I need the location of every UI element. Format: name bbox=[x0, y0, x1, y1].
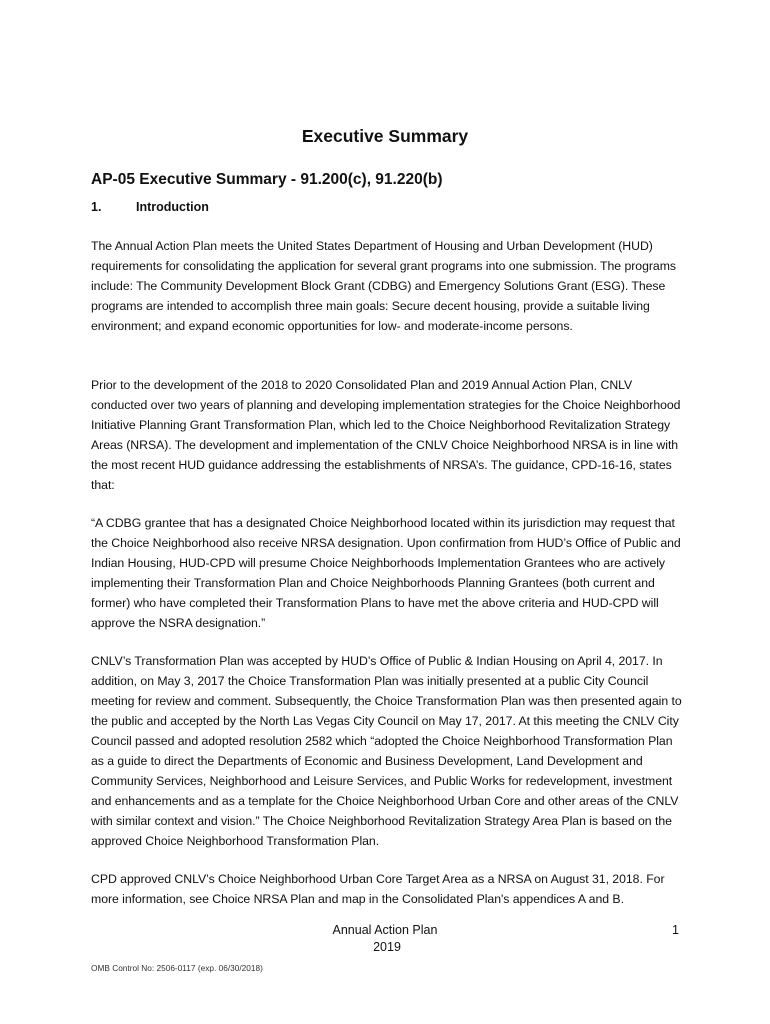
section-number: 1. bbox=[91, 200, 102, 214]
section-heading bbox=[91, 200, 209, 214]
section-subtitle: AP-05 Executive Summary - 91.200(c), 91.220(b) bbox=[91, 171, 443, 188]
body-paragraph: CNLV’s Transformation Plan was accepted by HUD’s Office of Public & Indian Housing on April 4, 2017. In addition, on May 3, 2017 the Choice Transformation Plan was initially presented at a public City Council meeting for review and comment. Subsequently, the Choice Transformation Plan was then presented again to the public and accepted by the North Las Vegas City Council on May 17, 2017. At this meeting the CNLV City Council passed and adopted resolution 2582 which “adopted the Choice Neighborhood Transformation Plan as a guide to direct the Departments of Economic and Business Development, Land Development and Community Services, Neighborhood and Leisure Services, and Public Works for redevelopment, investment and enhancements and as a template for the Choice Neighborhood Urban Core and other areas of the CNLV with similar context and vision.” The Choice Neighborhood Revitalization Strategy Area Plan is based on the approved Choice Neighborhood Transformation Plan. bbox=[91, 654, 682, 848]
footer-title: Annual Action Plan bbox=[332, 923, 438, 937]
quote-paragraph: “A CDBG grantee that has a designated Choice Neighborhood located within its jurisdiction may request that the Choice Neighborhood also receive NRSA designation. Upon confirmation from HUD’s Office of Public and Indian Housing, HUD-CPD will presume Choice Neighborhoods Implementation Grantees who are actively implementing their Transformation Plan and Choice Neighborhoods Planning Grantees (both current and former) who have completed their Transformation Plans to have met the above criteria and HUD-CPD will approve the NSRA designation.” bbox=[91, 516, 681, 630]
section-heading-text: Introduction bbox=[136, 200, 209, 214]
footer-year: 2019 bbox=[373, 940, 401, 954]
body-paragraph: CPD approved CNLV’s Choice Neighborhood Urban Core Target Area as a NRSA on August 31, 2018. For more information, see Choice NRSA Plan and map in the Consolidated Plan's appendices A and B. bbox=[91, 872, 665, 906]
omb-control-number: OMB Control No: 2506-0117 (exp. 06/30/2018) bbox=[91, 963, 263, 973]
page-number: 1 bbox=[672, 923, 679, 937]
page-title: Executive Summary bbox=[301, 126, 469, 146]
body-paragraph: The Annual Action Plan meets the United States Department of Housing and Urban Development (HUD) requirements for consolidating the application for several grant programs into one submission. The programs include: The Community Development Block Grant (CDBG) and Emergency Solutions Grant (ESG). These programs are intended to accomplish three main goals: Secure decent housing, provide a suitable living environment; and expand economic opportunities for low- and moderate-income persons. bbox=[91, 239, 676, 333]
body-paragraph: Prior to the development of the 2018 to 2020 Consolidated Plan and 2019 Annual Action Plan, CNLV conducted over two years of planning and developing implementation strategies for the Choice Neighborhood Initiative Planning Grant Transformation Plan, which led to the Choice Neighborhood Revitalization Strategy Areas (NRSA). The development and implementation of the CNLV Choice Neighborhood NRSA is in line with the most recent HUD guidance addressing the establishments of NRSA’s. The guidance, CPD-16-16, states that: bbox=[91, 378, 681, 492]
